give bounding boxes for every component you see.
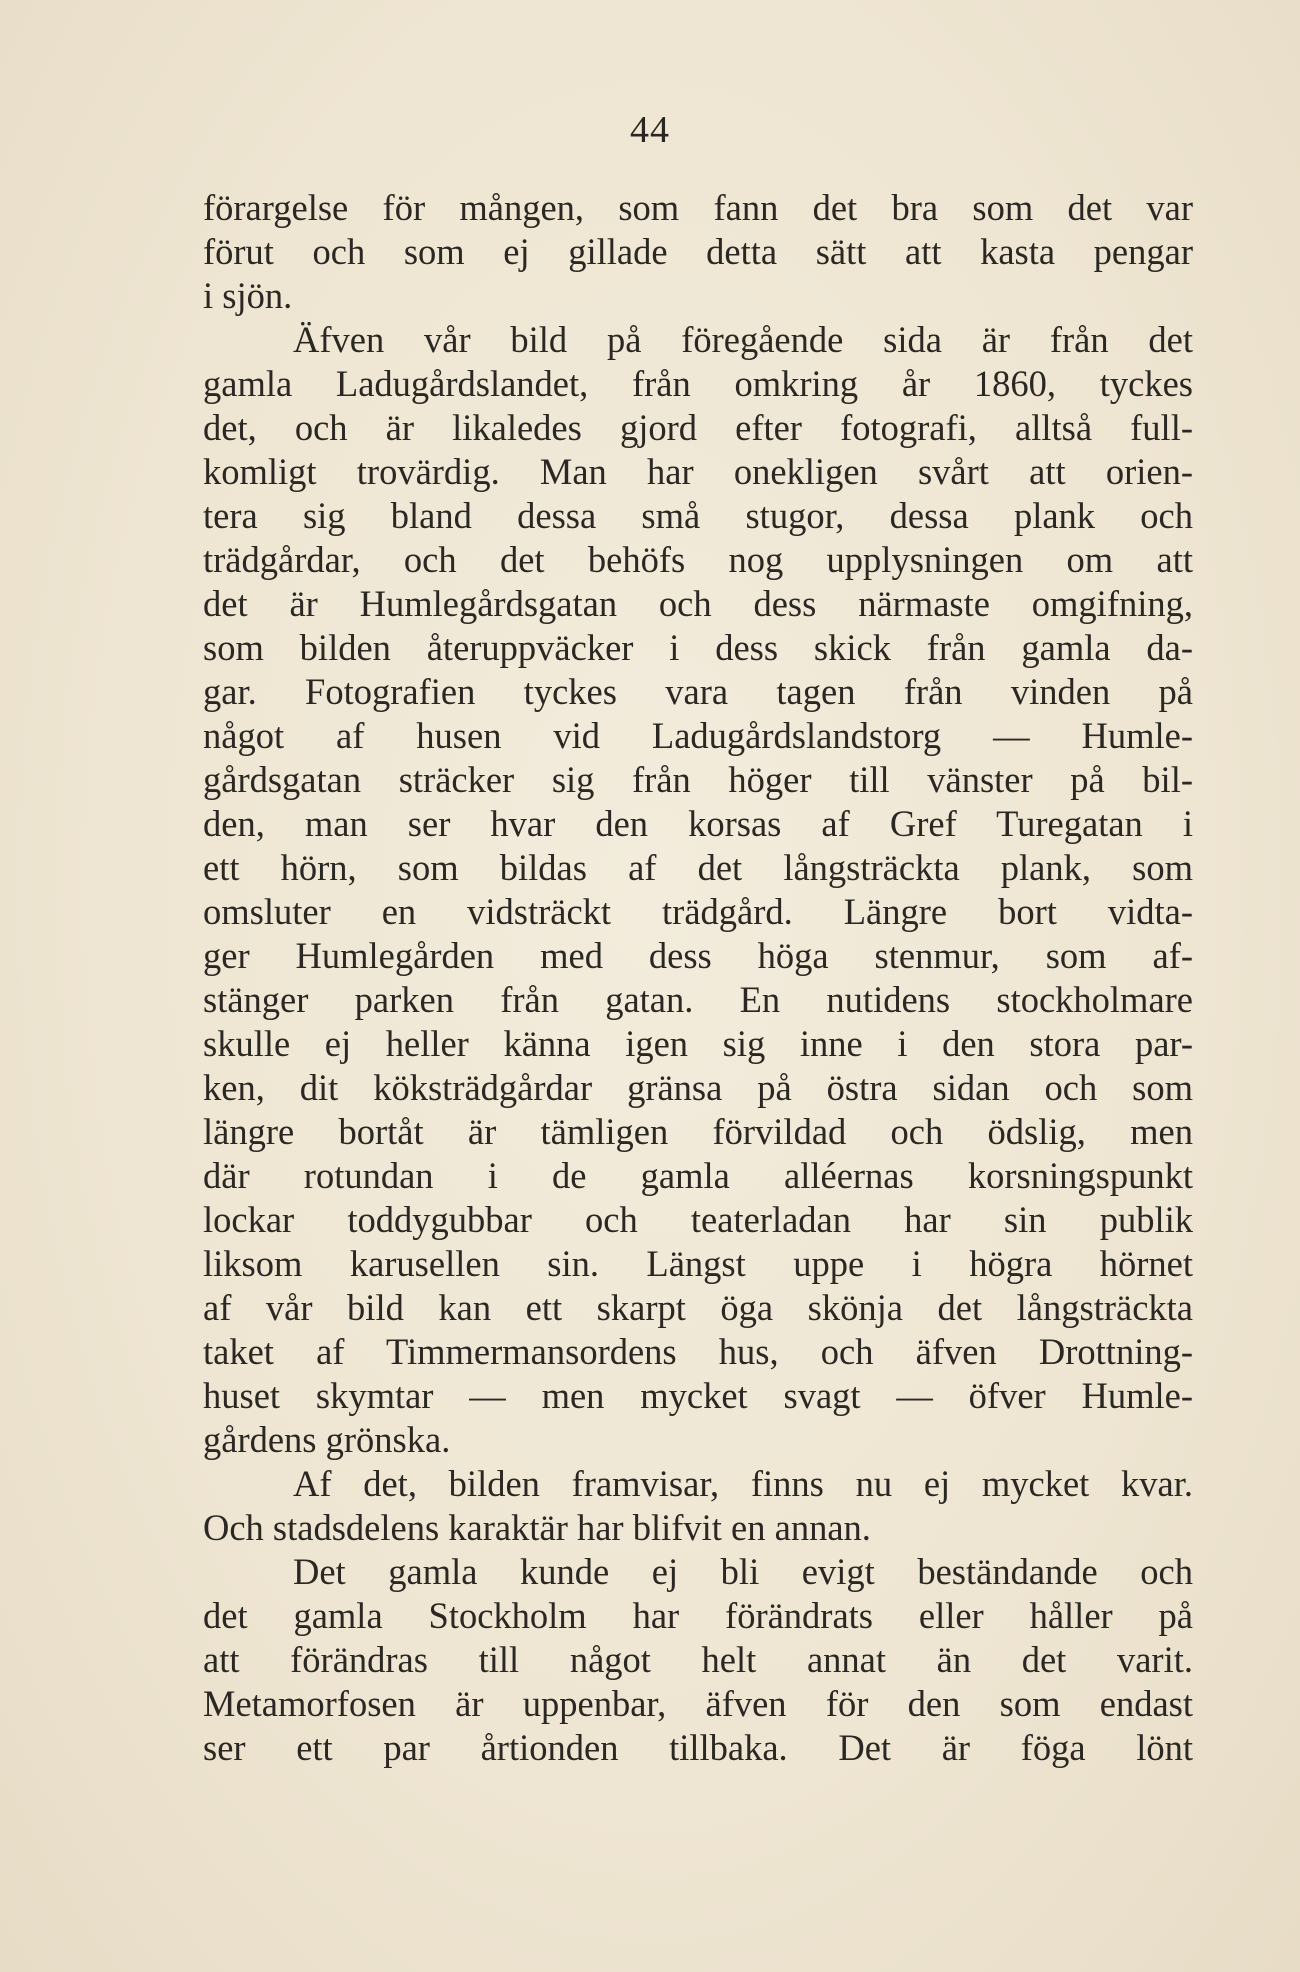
text-line: gårdens grönska. <box>203 1419 451 1460</box>
text-line: Och stadsdelens karaktär har blifvit en annan. <box>203 1507 871 1548</box>
text-line: i sjön. <box>203 275 293 316</box>
text-line: af vår bild kan ett skarpt öga skönja det långsträckta <box>203 1287 1193 1328</box>
text-line: att förändras till något helt annat än det varit. <box>203 1639 1193 1680</box>
text-line: komligt trovärdig. Man har onekligen svårt att orien- <box>203 451 1193 492</box>
text-line: förargelse för mången, som fann det bra som det var <box>203 187 1193 228</box>
text-line: förut och som ej gillade detta sätt att kasta pengar <box>203 231 1193 272</box>
text-line: stänger parken från gatan. En nutidens stockholmare <box>203 979 1193 1020</box>
text-line: ken, dit köksträdgårdar gränsa på östra sidan och som <box>203 1067 1193 1108</box>
text-line: trädgårdar, och det behöfs nog upplysningen om att <box>203 539 1193 580</box>
text-line: längre bortåt är tämligen förvildad och ödslig, men <box>203 1111 1193 1152</box>
text-line: ger Humlegården med dess höga stenmur, som af- <box>203 935 1193 976</box>
page-number: 44 <box>630 109 670 151</box>
text-line: ser ett par årtionden tillbaka. Det är föga lönt <box>203 1727 1193 1768</box>
text-line: gar. Fotografien tyckes vara tagen från vinden på <box>203 671 1193 712</box>
text-line: liksom karusellen sin. Längst uppe i högra hörnet <box>203 1243 1193 1284</box>
text-line: omsluter en vidsträckt trädgård. Längre bort vidta- <box>203 891 1193 932</box>
text-line: som bilden återuppväcker i dess skick från gamla da- <box>203 627 1193 668</box>
text-line: något af husen vid Ladugårdslandstorg — Humle- <box>203 715 1193 756</box>
body-text <box>203 186 1193 1770</box>
text-line: gårdsgatan sträcker sig från höger till vänster på bil- <box>203 759 1193 800</box>
text-line: det är Humlegårdsgatan och dess närmaste omgifning, <box>203 583 1193 624</box>
text-line: den, man ser hvar den korsas af Gref Turegatan i <box>203 803 1193 844</box>
text-line: där rotundan i de gamla alléernas korsningspunkt <box>203 1155 1193 1196</box>
text-line: Metamorfosen är uppenbar, äfven för den som endast <box>203 1683 1193 1724</box>
text-line: Äfven vår bild på föregående sida är från det <box>293 319 1193 360</box>
text-line: skulle ej heller känna igen sig inne i den stora par- <box>203 1023 1193 1064</box>
text-line: gamla Ladugårdslandet, från omkring år 1860, tyckes <box>203 363 1193 404</box>
text-line: det, och är likaledes gjord efter fotografi, alltså full- <box>203 407 1193 448</box>
text-line: huset skymtar — men mycket svagt — öfver Humle- <box>203 1375 1193 1416</box>
text-line: tera sig bland dessa små stugor, dessa plank och <box>203 495 1193 536</box>
text-line: Af det, bilden framvisar, finns nu ej mycket kvar. <box>293 1463 1193 1504</box>
text-line: lockar toddygubbar och teaterladan har sin publik <box>203 1199 1193 1240</box>
text-line: det gamla Stockholm har förändrats eller håller på <box>203 1595 1193 1636</box>
text-line: taket af Timmermansordens hus, och äfven Drottning- <box>203 1331 1193 1372</box>
text-line: ett hörn, som bildas af det långsträckta plank, som <box>203 847 1193 888</box>
text-line: Det gamla kunde ej bli evigt beständande och <box>293 1551 1193 1592</box>
